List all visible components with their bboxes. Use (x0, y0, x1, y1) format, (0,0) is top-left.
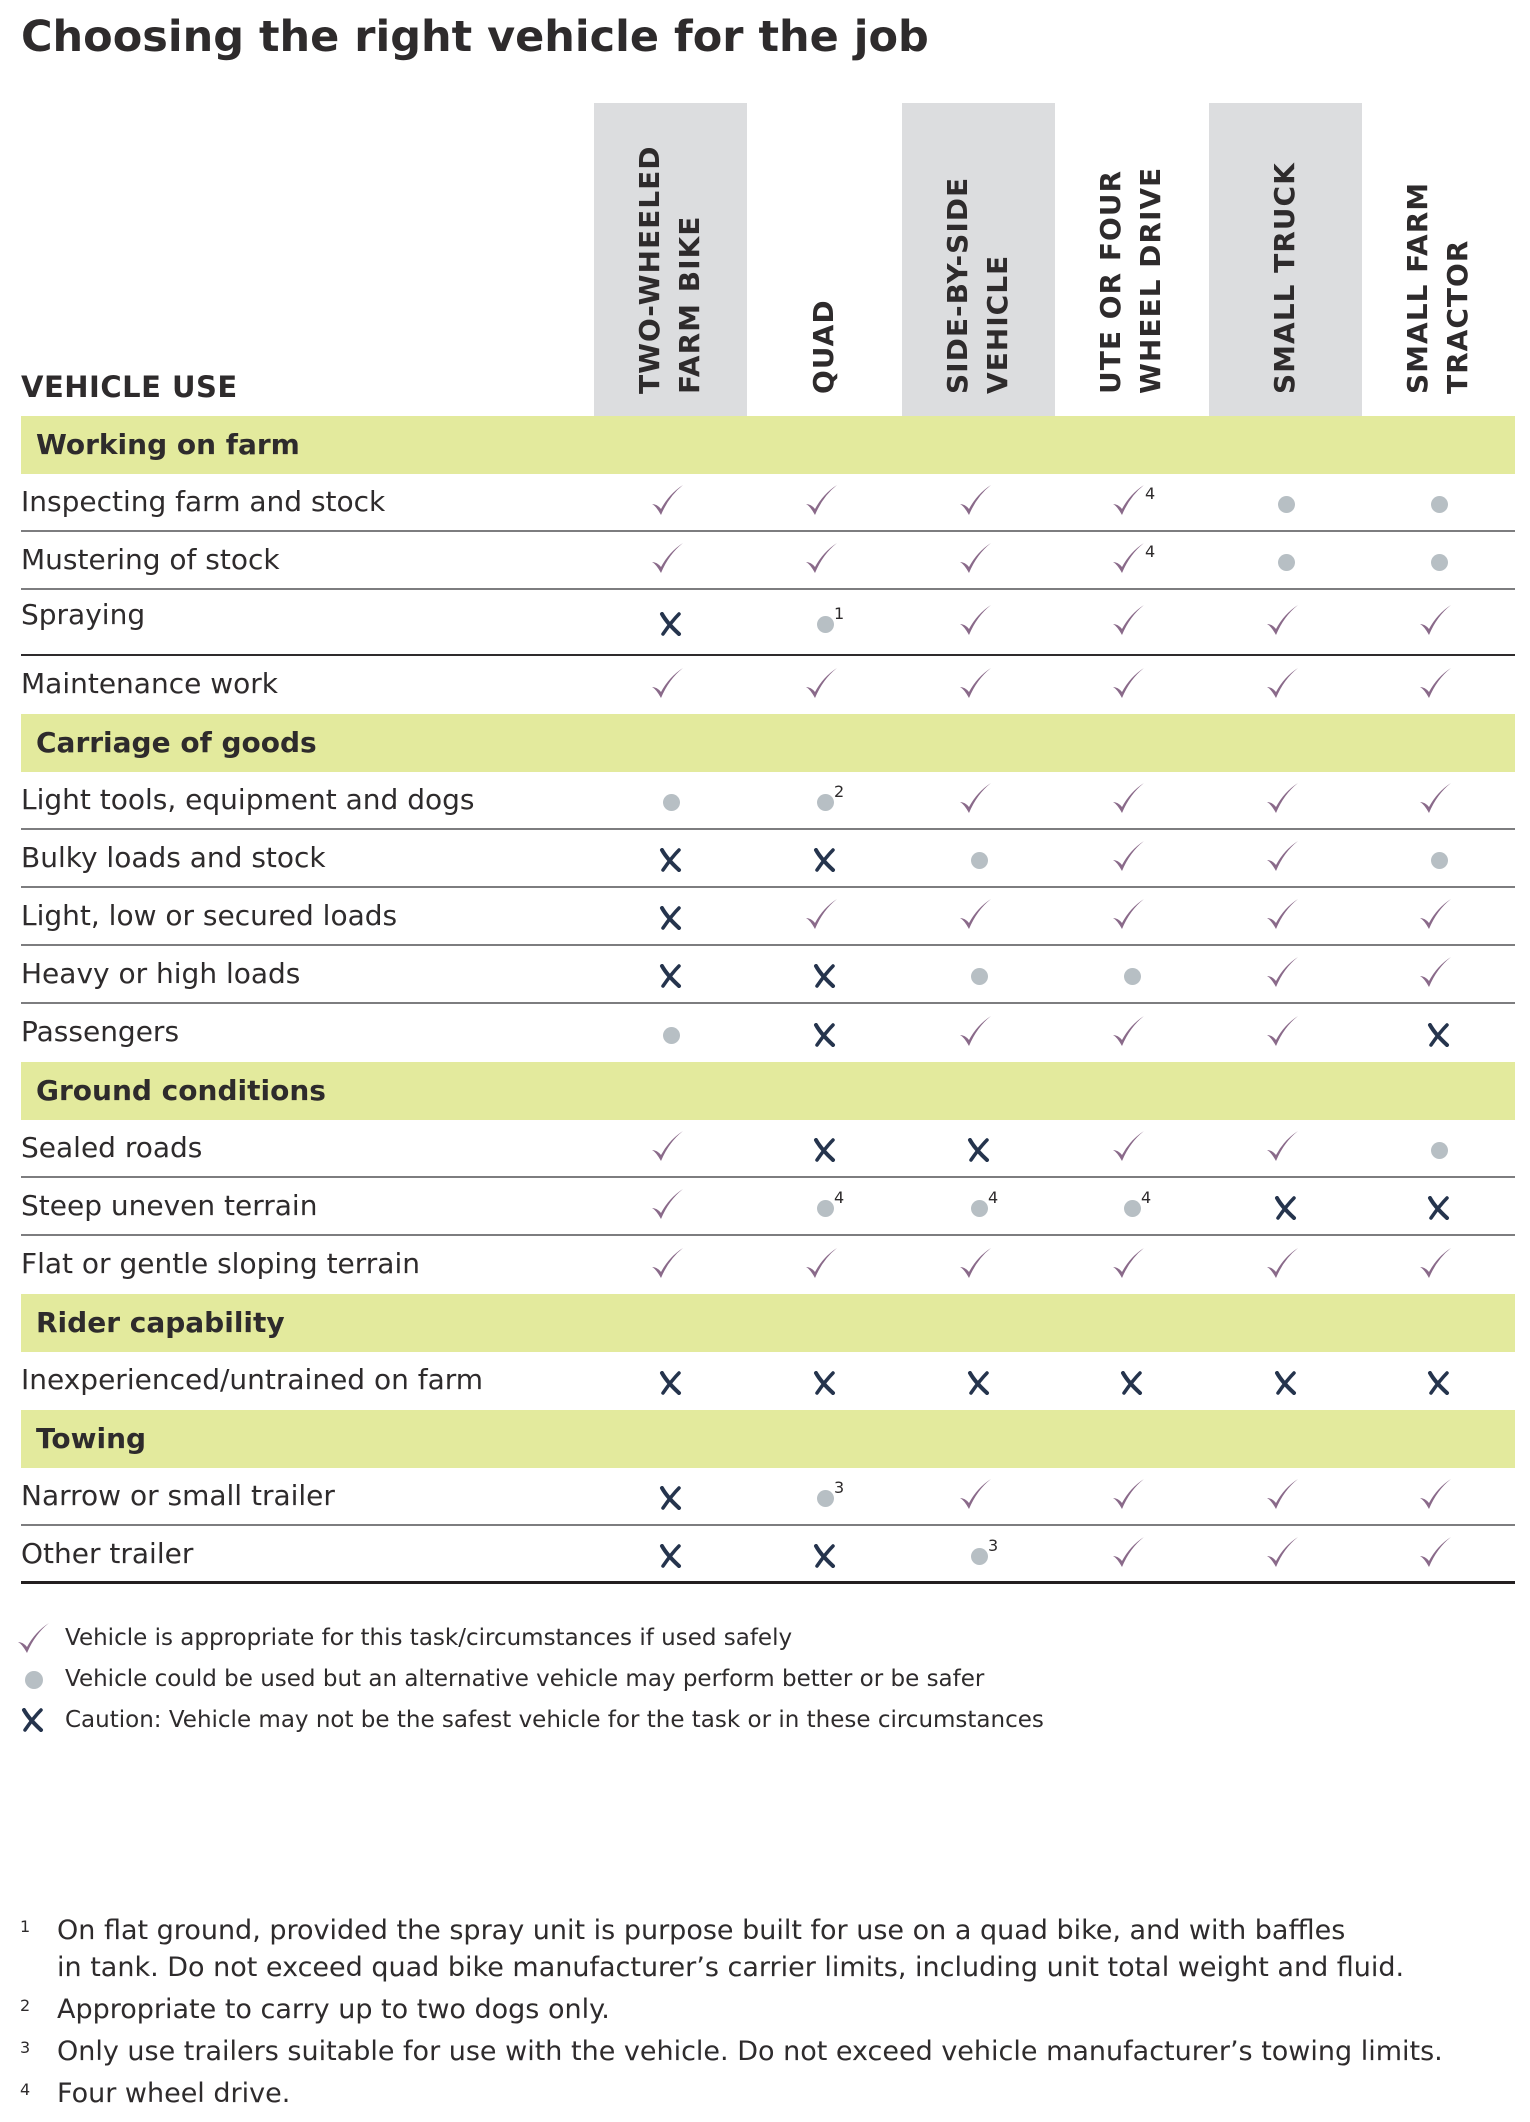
check-icon (649, 540, 685, 576)
check-icon (649, 1128, 685, 1164)
check-icon (957, 540, 993, 576)
section-title: Rider capability (36, 1306, 285, 1339)
rating-cell (1055, 1468, 1208, 1524)
rating-cell (594, 1468, 747, 1524)
rating-cell (902, 1352, 1055, 1410)
footnote-ref: 4 (1145, 542, 1156, 561)
check-icon (957, 780, 993, 816)
rating-cell (1055, 590, 1208, 654)
footnotes (0, 1912, 1530, 2117)
rating-cell (1055, 1004, 1208, 1062)
check-icon (649, 665, 685, 701)
check-icon (957, 1476, 993, 1512)
check-icon (957, 1013, 993, 1049)
footnote-ref: 4 (988, 1188, 999, 1207)
check-icon (803, 1245, 839, 1281)
footnote-ref: 3 (988, 1535, 999, 1555)
table-row (21, 1004, 1515, 1062)
rating-cell (902, 532, 1055, 588)
section-title: Towing (36, 1422, 147, 1455)
column-header-label: SMALL TRUCK (1268, 162, 1301, 394)
dot-icon (971, 852, 988, 869)
check-icon (1264, 954, 1300, 990)
rating-cell (1209, 656, 1362, 714)
rating-cell (594, 474, 747, 530)
footnote (0, 1912, 1530, 1986)
footnote-ref: 4 (1141, 1188, 1152, 1207)
check-icon (1417, 780, 1453, 816)
column-header-label: TWO-WHEELED FARM BIKE (633, 145, 706, 394)
check-icon (803, 896, 839, 932)
rating-cell (748, 1178, 901, 1234)
dot-icon (971, 968, 988, 985)
rating-cell (902, 1236, 1055, 1294)
dot-icon (817, 1490, 834, 1507)
row-label: Flat or gentle sloping terrain (21, 1247, 420, 1280)
dot-icon (25, 1671, 43, 1689)
rating-cell (594, 656, 747, 714)
column-header-label: UTE OR FOUR WHEEL DRIVE (1094, 166, 1167, 394)
footnote-text: On flat ground, provided the spray unit is purpose built for use on a quad bike, and with baffles in tank. Do not exceed quad bike manufacturer’s carrier limits, including unit total weight and fluid. (57, 1915, 1405, 1983)
rating-cell (594, 830, 747, 886)
row-label: Bulky loads and stock (21, 841, 326, 874)
cross-icon (659, 848, 683, 872)
footnote-number: 3 (20, 2038, 31, 2057)
rating-cell (1362, 1004, 1515, 1062)
check-icon (957, 665, 993, 701)
check-icon (1264, 665, 1300, 701)
rating-cell (594, 888, 747, 944)
legend-text: Caution: Vehicle may not be the safest vehicle for the task or in these circumstances (65, 1707, 1044, 1733)
footnote-ref: 1 (834, 604, 845, 623)
rating-cell (1362, 946, 1515, 1002)
rating-cell (1209, 1178, 1362, 1234)
cross-icon (1427, 1371, 1451, 1395)
check-icon (1110, 665, 1146, 701)
cross-icon (967, 1138, 991, 1162)
check-icon (649, 482, 685, 518)
cross-icon (659, 964, 683, 988)
check-icon (957, 1245, 993, 1281)
cross-icon (813, 1544, 837, 1568)
check-icon (803, 540, 839, 576)
footnote-number: 2 (20, 1996, 31, 2015)
section-title: Carriage of goods (36, 726, 317, 759)
cross-icon (1120, 1371, 1144, 1395)
check-icon (1110, 896, 1146, 932)
column-header-label: SMALL FARM TRACTOR (1401, 181, 1474, 394)
rating-cell (594, 946, 747, 1002)
check-icon (957, 602, 993, 638)
footnote-number: 1 (20, 1917, 31, 1936)
cross-icon (813, 1023, 837, 1047)
dot-icon (817, 794, 834, 811)
section-header (21, 1294, 1515, 1352)
table-row (21, 1236, 1515, 1294)
rating-cell (1055, 1178, 1208, 1234)
rating-cell (1209, 532, 1362, 588)
rating-cell (1209, 1526, 1362, 1581)
cross-icon (813, 1371, 837, 1395)
section-header (21, 1410, 1515, 1468)
cross-icon (813, 848, 837, 872)
rating-cell (1055, 888, 1208, 944)
cross-icon (1274, 1196, 1298, 1220)
rating-cell (748, 1120, 901, 1176)
rating-cell (1362, 888, 1515, 944)
rating-cell (1362, 1468, 1515, 1524)
rating-cell (1209, 1120, 1362, 1176)
table-row (21, 590, 1515, 656)
cross-icon (813, 1138, 837, 1162)
row-label: Light tools, equipment and dogs (21, 783, 475, 816)
rating-cell (1055, 1526, 1208, 1581)
rating-cell (1055, 1352, 1208, 1410)
rating-cell (1209, 590, 1362, 654)
column-header (1055, 103, 1208, 416)
dot-icon (971, 1548, 988, 1565)
check-icon (1110, 602, 1146, 638)
footnote-ref: 3 (834, 1478, 845, 1497)
dot-icon (1278, 554, 1295, 571)
check-icon (1417, 954, 1453, 990)
table-row (21, 888, 1515, 946)
dot-icon (1431, 496, 1448, 513)
table-row (21, 1526, 1515, 1584)
rating-cell (748, 656, 901, 714)
footnote-ref: 4 (834, 1188, 845, 1207)
rating-cell (1055, 772, 1208, 828)
rating-cell (748, 1004, 901, 1062)
dot-icon (1124, 968, 1141, 985)
legend-text: Vehicle is appropriate for this task/circumstances if used safely (65, 1625, 793, 1651)
cross-icon (659, 1371, 683, 1395)
check-icon (1110, 838, 1146, 874)
cross-icon (659, 612, 683, 636)
rating-cell (902, 946, 1055, 1002)
rating-cell (1362, 830, 1515, 886)
check-icon (1417, 896, 1453, 932)
table-row (21, 830, 1515, 888)
rating-cell (748, 1468, 901, 1524)
vehicle-matrix-table (21, 416, 1515, 1584)
dot-icon (817, 616, 834, 633)
row-label: Steep uneven terrain (21, 1189, 318, 1222)
footnote-ref: 2 (834, 782, 845, 801)
rating-cell (1362, 532, 1515, 588)
rating-cell (1209, 1468, 1362, 1524)
dot-icon (663, 1027, 680, 1044)
cross-icon (659, 1486, 683, 1510)
rating-cell (1362, 590, 1515, 654)
rating-cell (594, 1352, 747, 1410)
rating-cell (1055, 656, 1208, 714)
rating-cell (1209, 830, 1362, 886)
check-icon (1264, 602, 1300, 638)
rating-cell (594, 1526, 747, 1581)
check-icon (649, 1245, 685, 1281)
footnote-ref: 4 (1145, 484, 1156, 503)
check-icon (1264, 1245, 1300, 1281)
rating-cell (1209, 474, 1362, 530)
rating-cell (1209, 772, 1362, 828)
table-row (21, 1352, 1515, 1410)
dot-icon (663, 794, 680, 811)
table-row (21, 772, 1515, 830)
check-icon (1417, 602, 1453, 638)
section-title: Ground conditions (36, 1074, 326, 1107)
rating-cell (1055, 474, 1208, 530)
dot-icon (1431, 554, 1448, 571)
rating-cell (1362, 772, 1515, 828)
check-icon (1417, 1534, 1453, 1570)
check-icon (1264, 838, 1300, 874)
check-icon (957, 896, 993, 932)
check-icon (1110, 1476, 1146, 1512)
row-label: Inexperienced/untrained on farm (21, 1363, 484, 1396)
footnote-number: 4 (20, 2080, 31, 2099)
rating-cell (1209, 1004, 1362, 1062)
rating-cell (748, 1352, 901, 1410)
cross-icon (967, 1371, 991, 1395)
check-icon (957, 482, 993, 518)
rating-cell (748, 888, 901, 944)
rating-cell (1055, 946, 1208, 1002)
column-header-label: SIDE-BY-SIDE VEHICLE (941, 176, 1014, 394)
rating-cell (1362, 656, 1515, 714)
check-icon (1110, 780, 1146, 816)
rating-cell (1209, 1352, 1362, 1410)
rating-cell (1362, 1526, 1515, 1581)
column-header (902, 103, 1055, 416)
rating-cell (594, 1120, 747, 1176)
check-icon (803, 665, 839, 701)
rating-cell (902, 1120, 1055, 1176)
rating-cell (1209, 1236, 1362, 1294)
rating-cell (1362, 1178, 1515, 1234)
dot-icon (1124, 1200, 1141, 1217)
rating-cell (748, 1236, 901, 1294)
rating-cell (902, 772, 1055, 828)
footnote (0, 2033, 1530, 2070)
legend-text: Vehicle could be used but an alternative vehicle may perform better or be safer (65, 1666, 985, 1692)
row-label: Inspecting farm and stock (21, 485, 386, 518)
check-icon (1264, 1534, 1300, 1570)
rating-cell (902, 590, 1055, 654)
check-icon (1110, 1245, 1146, 1281)
check-icon (1264, 1013, 1300, 1049)
rating-cell (594, 590, 747, 654)
column-header (1209, 103, 1362, 416)
rating-cell (902, 1468, 1055, 1524)
dot-icon (971, 1200, 988, 1217)
row-label: Maintenance work (21, 667, 278, 700)
rating-cell (1209, 888, 1362, 944)
rating-cell (1055, 1236, 1208, 1294)
check-icon (1110, 1013, 1146, 1049)
footnote (0, 2075, 1530, 2112)
check-icon (1417, 1245, 1453, 1281)
rating-cell (748, 946, 901, 1002)
check-icon (1264, 1128, 1300, 1164)
rating-cell (902, 1526, 1055, 1581)
footnote-text: Appropriate to carry up to two dogs only. (57, 1994, 610, 2025)
table-row (21, 474, 1515, 532)
dot-icon (1431, 852, 1448, 869)
cross-icon (1427, 1023, 1451, 1047)
check-icon (1417, 1476, 1453, 1512)
rating-cell (748, 772, 901, 828)
table-row (21, 1468, 1515, 1526)
check-icon (1264, 780, 1300, 816)
rating-cell (748, 830, 901, 886)
cross-icon (659, 1544, 683, 1568)
rating-cell (1055, 1120, 1208, 1176)
check-icon (1110, 482, 1146, 518)
column-header (748, 103, 901, 416)
section-header (21, 714, 1515, 772)
row-label: Light, low or secured loads (21, 899, 398, 932)
cross-icon (813, 964, 837, 988)
table-row (21, 1120, 1515, 1178)
rating-cell (1362, 1120, 1515, 1176)
dot-icon (1431, 1142, 1448, 1159)
check-icon (1110, 1128, 1146, 1164)
section-title: Working on farm (36, 428, 300, 461)
check-icon (803, 482, 839, 518)
row-label: Mustering of stock (21, 543, 280, 576)
rating-cell (594, 772, 747, 828)
rating-cell (1362, 1352, 1515, 1410)
rating-cell (1055, 830, 1208, 886)
cross-icon (1274, 1371, 1298, 1395)
section-header (21, 416, 1515, 474)
rating-cell (594, 1004, 747, 1062)
dot-icon (817, 1200, 834, 1217)
footnote-text: Four wheel drive. (57, 2078, 291, 2109)
check-icon (1264, 1476, 1300, 1512)
column-header (1362, 103, 1515, 416)
rating-cell (902, 888, 1055, 944)
table-row (21, 532, 1515, 590)
row-label: Other trailer (21, 1537, 194, 1570)
rating-cell (748, 474, 901, 530)
section-header (21, 1062, 1515, 1120)
cross-icon (21, 1708, 45, 1732)
cross-icon (1427, 1196, 1451, 1220)
rating-cell (1362, 1236, 1515, 1294)
rating-cell (902, 1178, 1055, 1234)
check-icon (1110, 540, 1146, 576)
check-icon (1264, 896, 1300, 932)
cross-icon (659, 906, 683, 930)
row-label: Sealed roads (21, 1131, 203, 1164)
rating-cell (748, 1526, 901, 1581)
vehicle-use-label: VEHICLE USE (21, 370, 238, 404)
column-header (594, 103, 747, 416)
rating-cell (1209, 946, 1362, 1002)
rating-cell (1055, 532, 1208, 588)
check-icon (1417, 665, 1453, 701)
footnote (0, 1991, 1530, 2028)
table-row (21, 946, 1515, 1004)
row-label: Spraying (21, 598, 146, 631)
rating-cell (748, 590, 901, 654)
check-icon (1110, 1534, 1146, 1570)
table-row (21, 656, 1515, 714)
rating-cell (902, 830, 1055, 886)
rating-cell (902, 474, 1055, 530)
footnote-text: Only use trailers suitable for use with the vehicle. Do not exceed vehicle manufacturer’s towing limits. (57, 2036, 1443, 2067)
dot-icon (1278, 496, 1295, 513)
rating-cell (594, 1178, 747, 1234)
rating-cell (594, 1236, 747, 1294)
rating-cell (748, 532, 901, 588)
rating-cell (902, 1004, 1055, 1062)
row-label: Passengers (21, 1015, 180, 1048)
rating-cell (902, 656, 1055, 714)
page-title: Choosing the right vehicle for the job (21, 12, 929, 62)
column-header-label: QUAD (807, 299, 840, 394)
rating-cell (594, 532, 747, 588)
row-label: Heavy or high loads (21, 957, 301, 990)
row-label: Narrow or small trailer (21, 1479, 335, 1512)
rating-cell (1362, 474, 1515, 530)
table-row (21, 1178, 1515, 1236)
check-icon (649, 1186, 685, 1222)
check-icon (15, 1620, 51, 1656)
